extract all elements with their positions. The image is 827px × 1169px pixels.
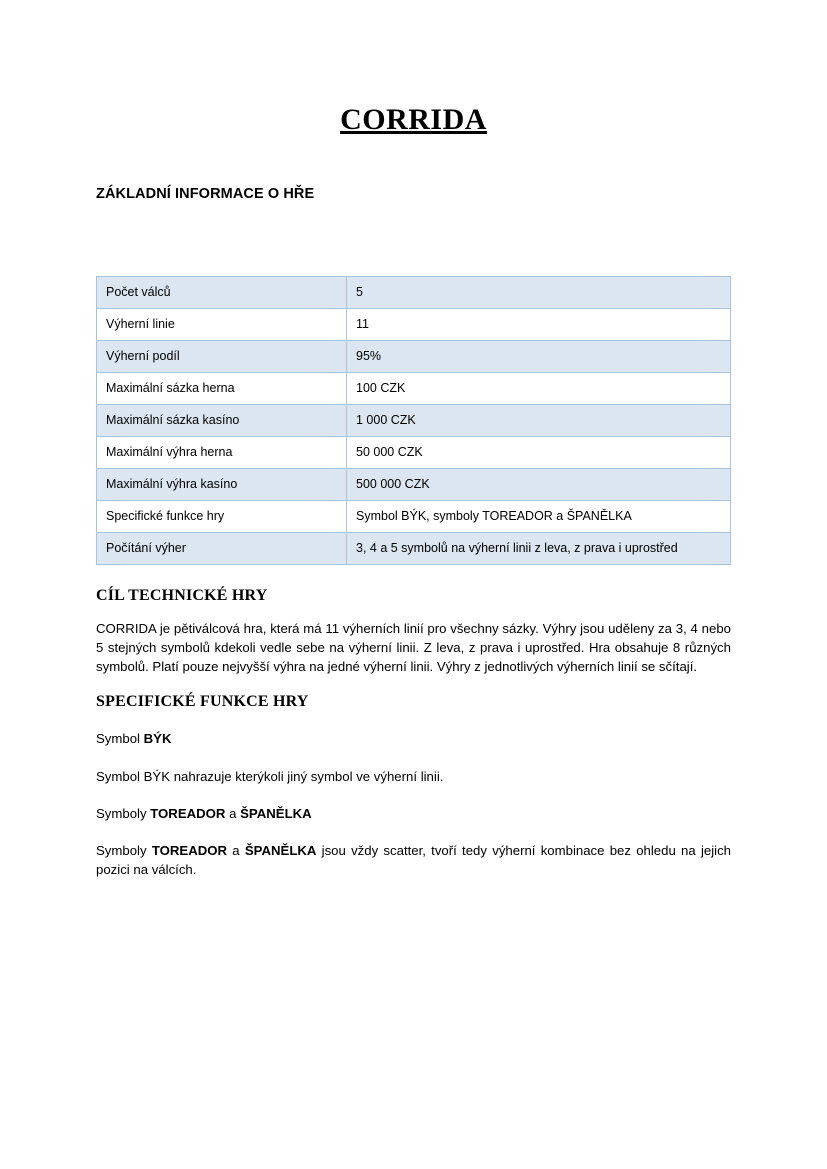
table-cell-label: Výherní linie: [97, 309, 347, 341]
table-cell-label: Specifické funkce hry: [97, 501, 347, 533]
table-row: [97, 373, 731, 405]
table-cell-label: Počítání výher: [97, 533, 347, 565]
table-row: [97, 309, 731, 341]
goal-heading: CÍL TECHNICKÉ HRY: [96, 587, 268, 604]
symbol-byk-line: [96, 729, 731, 748]
table-cell-value: 100 CZK: [347, 373, 731, 405]
table-cell-value: 5: [347, 277, 731, 309]
table-row: [97, 501, 731, 533]
scatter-spanelka-name: ŠPANĚLKA: [244, 842, 317, 858]
table-body: [97, 277, 731, 565]
scatter-toreador-name: TOREADOR: [151, 842, 228, 858]
scatter-description-conjunction: a: [227, 842, 245, 858]
symbol-spanelka-name: ŠPANĚLKA: [240, 805, 312, 821]
scatter-description-prefix: Symboly: [96, 842, 152, 858]
table-row: [97, 469, 731, 501]
symbols-scatter-prefix: Symboly: [96, 805, 151, 821]
symbols-scatter-conjunction: a: [225, 805, 241, 821]
table-row: [97, 341, 731, 373]
table-cell-value: 95%: [347, 341, 731, 373]
symbols-scatter-line: [96, 804, 731, 823]
scatter-description-rest: jsou vždy scatter, tvoří tedy výherní kombinace bez ohledu na jejich pozici na válcích.: [96, 842, 731, 877]
symbol-byk-description: Symbol BÝK nahrazuje kterýkoli jiný symbol ve výherní linii.: [96, 768, 444, 784]
table-row: [97, 277, 731, 309]
symbol-toreador-name: TOREADOR: [150, 805, 226, 821]
table-cell-value: 500 000 CZK: [347, 469, 731, 501]
table-cell-value: 50 000 CZK: [347, 437, 731, 469]
table-row: [97, 533, 731, 565]
table-row: [97, 405, 731, 437]
symbol-byk-name: BÝK: [143, 731, 172, 747]
scatter-description: [96, 841, 731, 879]
table-cell-value: Symbol BÝK, symboly TOREADOR a ŠPANĚLKA: [347, 501, 731, 533]
table-cell-label: Maximální sázka herna: [97, 373, 347, 405]
symbol-byk-prefix: Symbol: [96, 731, 144, 747]
table-cell-value: 11: [347, 309, 731, 341]
table-cell-label: Výherní podíl: [97, 341, 347, 373]
table-cell-label: Maximální sázka kasíno: [97, 405, 347, 437]
specific-functions-heading: SPECIFICKÉ FUNKCE HRY: [96, 693, 309, 711]
basic-info-heading: ZÁKLADNÍ INFORMACE O HŘE: [96, 186, 315, 202]
goal-text: CORRIDA je pětiválcová hra, která má 11 výherních linií pro všechny sázky. Výhry jsou uděleny za 3, 4 nebo 5 stejných symbolů kdekoli vedle sebe na výherní linii. Z leva, z prava i uprostřed. Hra obsahuje 8 různých symbolů. Platí pouze nejvyšší výhra na jedné výherní linii. Výhry z jednotlivých výherních linií se sčítají.: [96, 621, 731, 675]
table-row: [97, 437, 731, 469]
basic-info-table: [96, 276, 731, 565]
table-cell-label: Maximální výhra kasíno: [97, 469, 347, 501]
table-cell-value: 3, 4 a 5 symbolů na výherní linii z leva, z prava i uprostřed: [347, 533, 731, 565]
table-cell-label: Počet válců: [97, 277, 347, 309]
page-title: CORRIDA: [340, 103, 487, 136]
table-cell-label: Maximální výhra herna: [97, 437, 347, 469]
table-cell-value: 1 000 CZK: [347, 405, 731, 437]
